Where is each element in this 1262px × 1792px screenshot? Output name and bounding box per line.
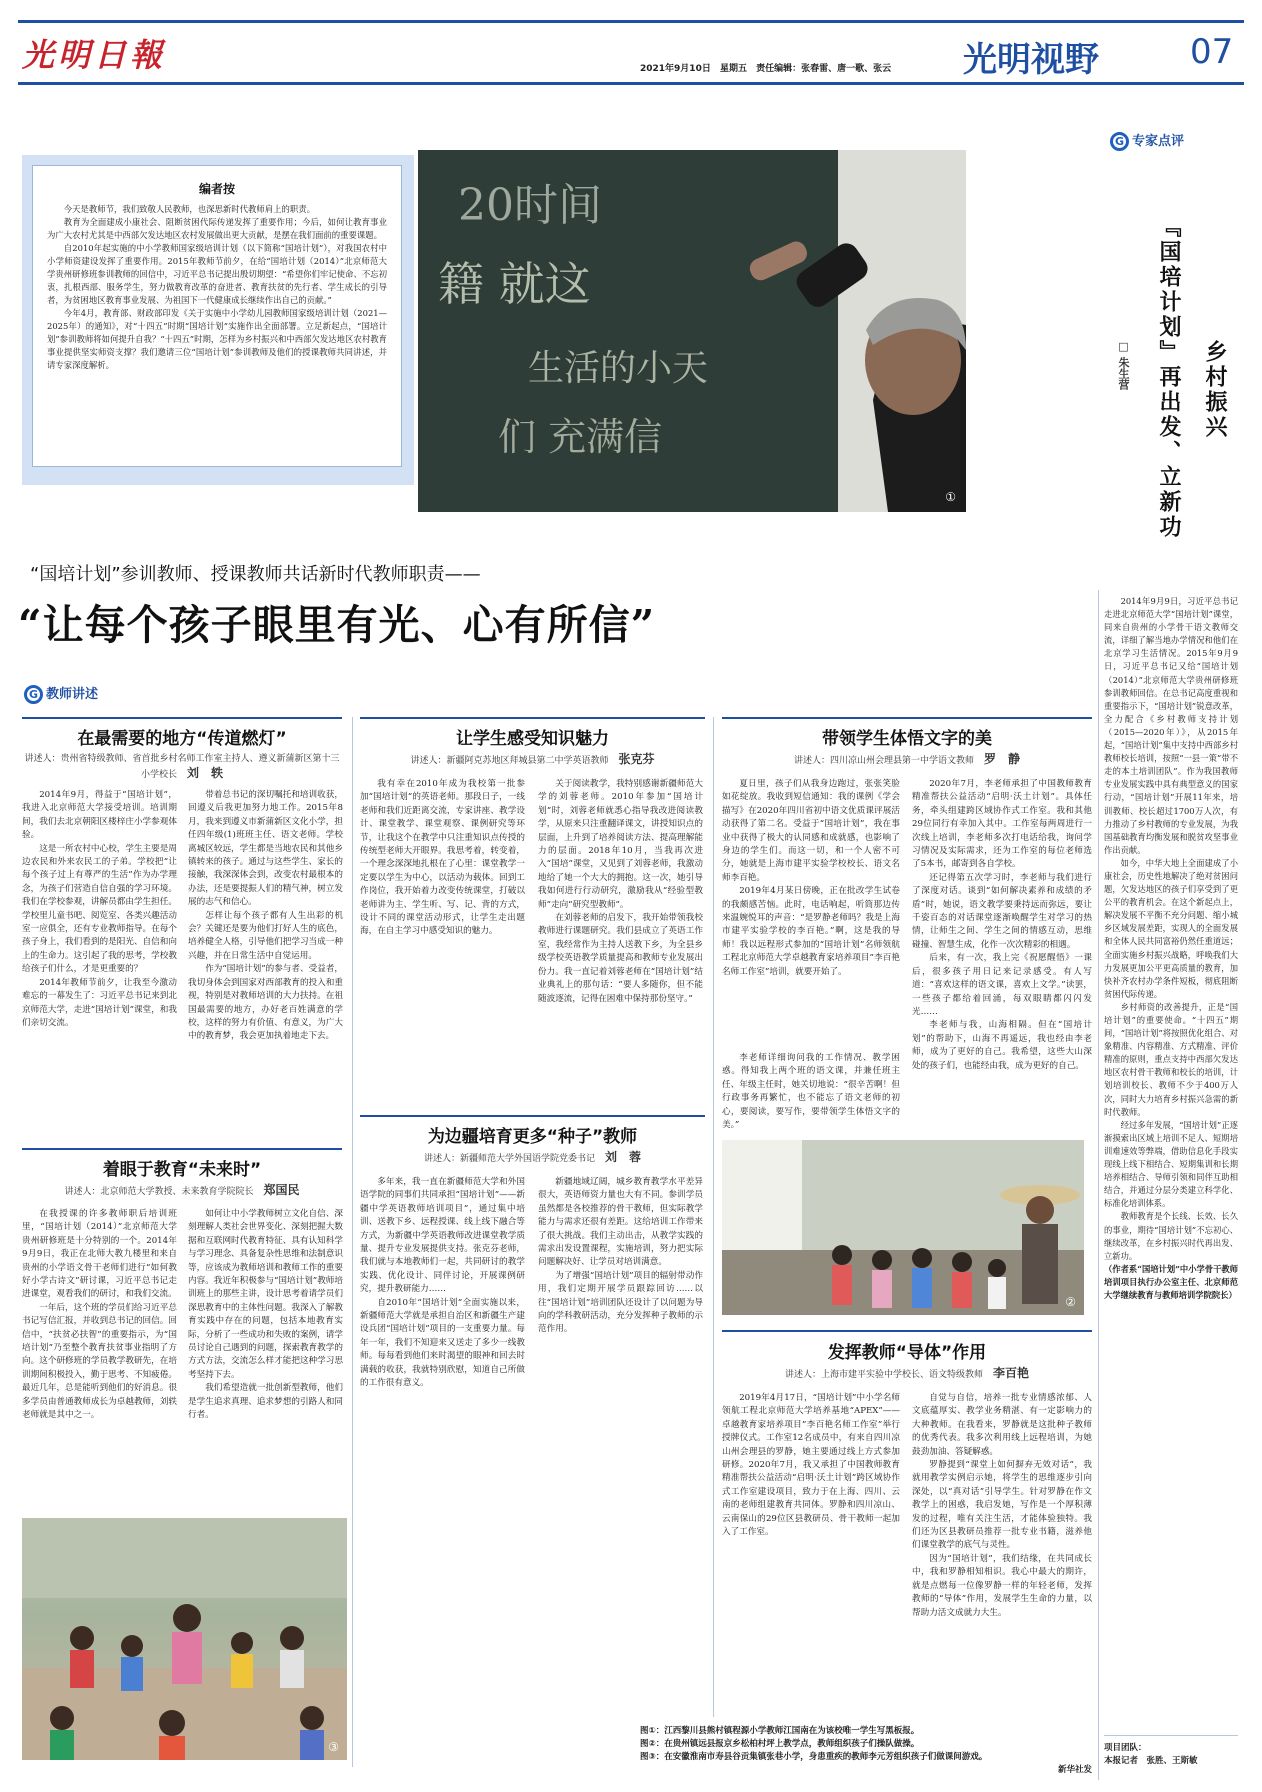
article-2-byline: 讲述人：北京师范大学教授、未来教育学院院长 郑国民 [64,1183,300,1197]
caption-1: 图①：江西黎川县熊村镇程源小学教师江国南在为该校唯一学生写黑板报。 [640,1726,920,1736]
project-team: 项目团队： 本报记者 张胜、王斯敏 [1104,1743,1198,1766]
editor-note-box [22,155,414,485]
photo-1-illustration [418,150,966,512]
article-4-rule [360,1115,705,1117]
article-1-byline: 讲述人：贵州省特级教师、省首批乡村名师工作室主持人、遵义新蒲新区第十三小学校长 刘 轶 [24,754,340,780]
article-3-rule [360,717,705,719]
article-1-title: 在最需要的地方“传道燃灯” [77,729,287,749]
section-editors: 责任编辑：张春雷、唐一歌、张云 [756,64,892,74]
article-5-byline: 讲述人：四川凉山州会理县第一中学语文教师 罗 静 [793,752,1021,766]
expert-title-2: 『国培计划』再出发、立新功 [1156,215,1182,540]
article-3-title: 让学生感受知识魅力 [456,729,609,749]
article-5-text: 夏日里，孩子们从我身边跑过，张张笑脸如花绽放。我收到短信通知：我的课例《学会描写》在2020年四川省初中语文优质课评展活动获得了第二名。受益于“国培计划”，我在事业中获得了极大的认同感和成就感，也影响了身边的学生们。而这一切，和一个人密不可分，她就是上海市建平实验学校校长、语文名师李百艳。 2019年4月某日傍晚，正在批改学生试卷的我颇感苦恼。此时，电话响起，听筒那边传来温婉悦耳的声音：“是罗静老师吗？我是上海市建平实验学校的李百艳。”啊，这是我的导师！我以远程形式参加的“国培计划”名师领航工程北京师范大学卓越教育家培养项目”李百艳名师工作室”培训，就要开始了。 [722,779,900,977]
article-2-rule [22,1148,342,1150]
article-6-title: 发挥教师“导体”作用 [827,1343,987,1363]
svg-text:们 充满信: 们 充满信 [498,415,663,459]
masthead-bottom-line [18,82,1244,85]
editor-note-text: 今天是教师节，我们致敬人民教师，也深思新时代教师肩上的职责。 教育为全面建成小康社会、阻断贫困代际传递发挥了重要作用；今后，如何让教育事业为广大农村尤其是中西部欠发达地区农村发展做出更大贡献，是摆在我们面前的重要课题。 自2010年起实施的中小学教师国家级培训计划（以下简称“国培计划”），对我国农村中小学师资建设发挥了重要作用。2015年教师节前夕，在给“国培计划（2014）”北京师范大学贵州研修班参训教师的回信中，习近平总书记提出殷切期望：“希望你们牢记使命、不忘初衷，扎根西部、服务学生，努力做教育改革的奋进者、教育扶贫的先行者、学生成长的引导者，为贫困地区教育事业发展、为祖国下一代健康成长继续作出自己的贡献。” 今年4月，教育部、财政部印发《关于实施中小学幼儿园教师国家级培训计划（2021—2025年）的通知》，对“十四五”时期“国培计划”实施作出全面部署。立足新起点，“国培计划”参训教师将如何提升自我？“十四五”时期，怎样为乡村振兴和中西部欠发达地区农村教育事业提供坚实师资支撑？我们邀请三位“国培计划”参训教师及他们的授课教师共同讲述，并请专家深度解析。 [47,204,387,370]
svg-text:20时间: 20时间 [458,180,602,231]
expert-footer-divider [1104,1735,1238,1736]
page-number: 07 [1190,32,1234,72]
svg-text:生活的小天: 生活的小天 [528,348,709,389]
expert-title-1: 乡村振兴 [1202,340,1228,440]
section-name: 光明视野 [963,40,1099,80]
photo-label-2: ② [1065,1295,1076,1309]
masthead-top-line [18,20,1244,23]
issue-date: 2021年9月10日 [640,64,711,74]
article-2-title: 着眼于教育“未来时” [102,1160,262,1180]
article-5-text-col1b: 李老师详细询问我的工作情况、教学困惑。得知我上两个班的语文课，并兼任班主任、年级主任时，她关切地说：“很辛苦啊！但行政事务再繁忙，也不能忘了语文老师的初心，要阅读，要写作，要带领学生体悟文字的美。” [722,1053,900,1131]
headline-kicker: “国培计划”参训教师、授课教师共话新时代教师职责—— [30,564,481,585]
article-3-byline: 讲述人：新疆阿克苏地区拜城县第二中学英语教师 张克芬 [410,752,655,766]
article-5-title: 带领学生体悟文字的美 [822,729,992,749]
middle-column-divider [713,717,714,1717]
article-6-text: 2019年4月17日，“国培计划”中小学名师领航工程北京师范大学培养基地“APEX”——卓越教育家培养项目”李百艳名师工作室”举行授牌仪式。工作室12名成员中，有来自四川凉山州会理县的罗静，她主要通过线上方式参加研修。2020年7月，我又承担了中国教师教育精准帮扶公益活动“启明·沃土计划”跨区域协作式工作室建设项目，致力于在上海、四川、云南的老师组建教育共同体。罗静和四川凉山、云南保山的29位区县教研员、骨干教师一起加入了工作室。 [722,1393,900,1538]
photo-kids-playing [22,1518,347,1760]
caption-3: 图③：在安徽淮南市寿县谷贡集镇张巷小学，身患重疾的教师李元芳组织孩子们做课间游戏。 [640,1752,988,1762]
photo-captions [640,1725,1092,1777]
article-3-text: 我有幸在2010年成为我校第一批参加“国培计划”的英语老师。那段日子，一线老师和我们近距离交流，专家讲座、教学设计、课堂教学、课堂观察、课例研究等环节，让我这个在教学中只注重知识点传授的传统型老师大开眼界。我思考着，转变着，一个理念深深地扎根在了心里：课堂教学一定要以学生为中心，以活动为载体。回到工作岗位，我开始着力改变传统课堂，打破以老师讲为主、学生听、写、记、背的方式，设计不同的课堂活动形式，让学生走出题海，在自主学习中感受知识的魅力。 [360,779,525,937]
expert-text: 2014年9月9日，习近平总书记走进北京师范大学“国培计划”课堂，同来自贵州的小学骨干语文教师交流，详细了解当地办学情况和他们在北京学习生活情况。2015年9月9日，习近平总书记又给“国培计划（2014）”北京师范大学贵州研修班参训教师回信。在总书记高度重视和重要指示下，“国培计划”锐意改革，全力配合《乡村教师支持计划（2015—2020年）》，从2015年起，“国培计划”集中支持中西部乡村教师校长培训，按照“一县一策”带不走的本土培训团队”。作为我国教师专业发展实践中具有典型意义的国家行动，“国培计划”开展11年来，培训教师、校长超过1700万人次，有力推动了乡村教师的专业发展，为我国基础教育均衡发展和脱贫攻坚事业作出贡献。 如今，中华大地上全面建成了小康社会，历史性地解决了绝对贫困问题，欠发达地区的孩子们享受到了更公平的教育机会。在这个新起点上，解决发展不平衡不充分问题、缩小城乡区域发展差距，实现人的全面发展和全体人民共同富裕仍然任重道远；全面实施乡村振兴战略，呼唤我们大力发展更加公平更高质量的教育，加快补齐农村办学条件短板，彻底阻断贫困代际传递。 乡村师资的改善提升，正是“国培计划”的重要使命。“十四五”期间，“国培计划”将按照优化组合、对象精准、内容精准、方式精准、评价精准的原则，重点支持中西部欠发达地区农村骨干教师和校长的培训，计划培训校长、教师不少于400万人次，同时大力培育乡村振兴急需的新时代教师。 经过多年发展，“国培计划”正逐渐摸索出区域上培训不足人、短期培训难速效等弊端，借助信息化手段实现线上线下相结合、短期集训和长期培养相结合、导师引领和同伴互助相结合，并通过分层分类建立科学化、标准化培训体系。 教师教育是个长线、长效、长久的事业，期待“国培计划”不忘初心、继续改革，在乡村振兴时代再出发、立新功。 （作者系“国培计划”中小学骨干教师培训项目执行办公室主任、北京师范大学继续教育与教师培训学院院长） [1104,596,1238,1300]
right-column-divider [1098,590,1099,1780]
editor-note-title: 编者按 [198,182,235,196]
photo-label-3: ③ [328,1740,339,1754]
article-2-text: 在我授课的许多教师职后培训班里，“国培计划（2014）”北京师范大学贵州研修班是十分特别的一个。2014年9月9日，我正在北师大教九楼里和来自贵州的小学语文骨干老师们进行“如何教好小学古诗文”研讨课，习近平总书记走进课堂，观看我们的研讨，和我们交流。 一年后，这个班的学员们给习近平总书记写信汇报，并收到总书记的回信。回信中，“扶贫必扶智”的重要指示，为“国培计划”乃至整个教育扶贫事业指明了方向。这个研修班的学员教学教研先，在培训期间积极投入，勤于思考、不知疲倦。最近几年，总是能听到他们的好消息。很多学员由普通教师成长为卓越教师，刘轶老师就是其中之一。 [22,1209,177,1421]
expert-author: □ 朱生营 [1117,340,1130,390]
article-6-rule [722,1330,1092,1332]
g-logo-icon: G [24,685,43,704]
svg-text:籍 就这: 籍 就这 [438,257,591,311]
article-4-text-col2: 新疆地域辽阔，城乡教育教学水平差异很大，英语师资力量也大有不同。参训学员虽然都是各校推荐的骨干教师，但实际教学能力与需求还很有差距。这给培训工作带来了很大挑战。我们主动出击，从教学实践的需求出发设置课程，实施培训，努力把实际问题解决好、让学员对培训满意。 为了增强“国培计划”项目的辐射带动作用，我们定期开展学员跟踪回访……以往“国培计划”培训团队还设计了以问题为导向的学科教研活动，充分发挥种子教师的示范作用。 [538,1177,703,1335]
issue-weekday: 星期五 [719,64,747,74]
left-column-divider [352,717,353,1767]
photo-3-illustration [22,1518,347,1760]
photo-2-illustration [722,1140,1084,1315]
article-1-text-col2: 带着总书记的深切嘱托和培训收获，回遵义后我更加努力地工作。2015年8月，我来到遵义市新蒲新区文化小学，担任四年级(1)班班主任、语文老师。学校离城区较远，学生都是当地农民和其他乡镇转来的孩子。通过与这些学生、家长的接触，我深深体会到，改变农村最根本的办法，还是要提振人们的精气神，树立发展的志气和信心。 怎样让每个孩子都有人生出彩的机会？关键还是要为他们打好人生的底色，培养健全人格，引导他们把学习当成一种兴趣，并在日常生活中自觉运用。 作为“国培计划”的参与者、受益者，我切身体会到国家对西部教育的投入和重视，特别是对教师培训的大力扶持。在祖国最需要的地方，办好老百姓满意的学校，这样的努力有价值、有意义，为广大中的教育梦，我会更加执着地走下去。 [188,790,343,1042]
article-2-text-col2: 如何让中小学教师树立文化自信、深刻理解人类社会世界变化、深刻把握大数据和互联网时代教育特征、具有认知科学与学习理念、具备复杂性思维和法制意识等，应该成为教师培训和教师工作的重要内容。我近年积极参与“国培计划”教师培训班上的那些主讲，设计思考着请学员们深思教育中的主体性问题。我深入了解教育实践中存在的问题，包括本地教育实际，分析了一些成功和失败的案例，请学员讨论自己遇到的问题，探索教育教学的方式方法，交流怎么样才能把这种学习思考坚持下去。 我们希望造就一批创新型教师，他们是学生追求真理、追求梦想的引路人和同行者。 [188,1209,343,1421]
headline-main: “让每个孩子眼里有光、心有所信” [18,601,656,649]
article-6-byline: 讲述人：上海市建平实验中学校长、语文特级教师 李百艳 [784,1366,1030,1380]
caption-2: 图②：在贵州镇远县报京乡松柏村坪上教学点，教师组织孩子们操队做操。 [640,1739,920,1749]
expert-tag: G 专家点评 [1110,130,1184,151]
article-6-text-col2: 自觉与自信，培养一批专业情感浓郁、人文底蕴厚实、教学业务精湛、有一定影响力的大种教师。在我看来，罗静就是这批种子教师的优秀代表。我多次利用线上远程培训，为她鼓劲加油、答疑解惑。 罗静提到“课堂上如何摒弃无效对话”，我就用教学实例启示她，将学生的思维逐步引向深处，以“真对话”引导学生。针对罗静在作文教学上的困惑，我启发她，写作是一个厚积薄发的过程，唯有关注生活，才能体验独特。我们还为区县教研员推荐一批专业书籍，滋养他们课堂教学的底气与灵性。 因为“国培计划”，我们结缘，在共同成长中，我和罗静相知相识。我心中最大的期许，就是点燃每一位像罗静一样的年轻老师，发挥教师的“导体”作用，发展学生生命的力量，以帮助力活文成就力大生。 [912,1393,1092,1618]
photo-label-1: ① [945,490,956,504]
article-4-title: 为边疆培育更多“种子”教师 [427,1127,638,1147]
g-logo-icon: G [1110,132,1129,151]
article-1-text: 2014年9月，得益于“国培计划”，我进入北京师范大学接受培训。培训期间，我们去北京朝阳区楼梓庄小学参观体验。 这是一所农村中心校，学生主要是周边农民和外来农民工的子弟。学校把“让每个孩子过上有尊严的生活”作为办学理念，为孩子们营造自信自强的学习环境。我们在学校参观，讲解员都由学生担任。学校里儿童书吧、阅览室、各类兴趣活动室一应俱全，还有专业教师指导。在每个孩子身上，我们看到的是阳光、自信和向上的生命力。这引起了我的思考，学校教给孩子们什么，才是更重要的？ 2014年教师节前夕，让我至今激动难忘的一幕发生了：习近平总书记来到北京师范大学，走进“国培计划”课堂，和我们亲切交流。 [22,790,177,1028]
newspaper-logo: 光明日報 [22,36,167,74]
article-3-text-col2: 关于阅读教学，我特别感谢新疆师范大学的刘蓉老师。2010年参加“国培计划”时，刘蓉老师就悉心指导我改进阅读教学，从原来只注重翻译课文，讲授知识点的层面，上升到了培养阅读方法、提高理解能力的层面。2018年10月，当我再次进入“国培”课堂，又见到了刘蓉老师，我激动地给了她一个大大的拥抱。这一次，她引导我如何进行行动研究，激励我从“经验型教师”走向“研究型教师”。 在刘蓉老师的启发下，我开始带领我校教师进行课题研究。我们县成立了英语工作室，我经常作为主持人送教下乡，为全县乡级学校英语教学质量提高和教师专业发展出份力。我一直记着刘蓉老师在“国培计划”结业典礼上的那句话：“要人多随你，但不能随波逐流，记得在困难中保持那份坚守。” [538,779,703,1004]
caption-credit: 新华社发 [1057,1765,1092,1775]
photo-teacher-blackboard [418,150,966,512]
teacher-talk-tag: G 教师讲述 [24,683,98,704]
article-4-byline: 讲述人：新疆师范大学外国语学院党委书记 刘 蓉 [423,1150,642,1164]
article-5-text-col2: 2020年7月，李老师承担了中国教师教育精准帮扶公益活动“启明·沃土计划”。具体任务，牵头组建跨区域协作式工作室。我和其他29位同行有幸加入其中。工作室每两周进行一次线上培训，李老师多次打电话给我，询问学习情况及实际需求，还为工作室的每位老师选了5本书，邮寄到各自学校。 还记得第五次学习时，李老师与我们进行了深度对话。谈到“如何解决素养和成绩的矛盾”时，她说，语文教学要秉持远而弥远，要让千姿百态的对话课堂逐渐唤醒学生对学习的热情，让师生之间、学生之间的情感互动，思维碰撞、智慧生成，化作一次次精彩的相遇。 后来，有一次，我上完《祝愿醒悟》一课后，很多孩子用日记来记录感受。有人写道：“喜欢这样的语文课，喜欢上文学。”读罢，一些孩子都给着回涌，每双眼睛都闪闪发光…… 李老师与我，山海相隔。但在“国培计划”的帮助下，山海不再遥远，我也经由李老师，成为了更好的自己。我希望，这些大山深处的孩子们，也能经由我，成为更好的自己。 [912,779,1092,1071]
article-4-text: 多年来，我一直在新疆师范大学和外国语学院的同事们共同承担“国培计划”——新疆中学英语教师培训项目”，通过集中培训、送教下乡、远程授课、线上线下融合等方式，为新疆中学英语教师改进课堂教学质量、提升专业发展提供支持。张克芬老师，我们就与本地教师们一起，共同研讨的教学实践、优化设计、同伴讨论，开展课例研究，提升教研能力…… 自2010年“国培计划”全面实施以来，新疆师范大学就是承担自治区和新疆生产建设兵团“国培计划”项目的一支重要力量。每年一年，我们不知迎来又送走了多少一线教师。每每看到他们来时渴望的眼神和回去时满载的收获，我就特别欣慰，知道自己所做的工作很有意义。 [360,1177,525,1389]
article-1-rule [22,717,342,719]
article-5-rule [722,717,1092,719]
photo-teacher-children [722,1140,1084,1315]
masthead-info [640,61,891,74]
